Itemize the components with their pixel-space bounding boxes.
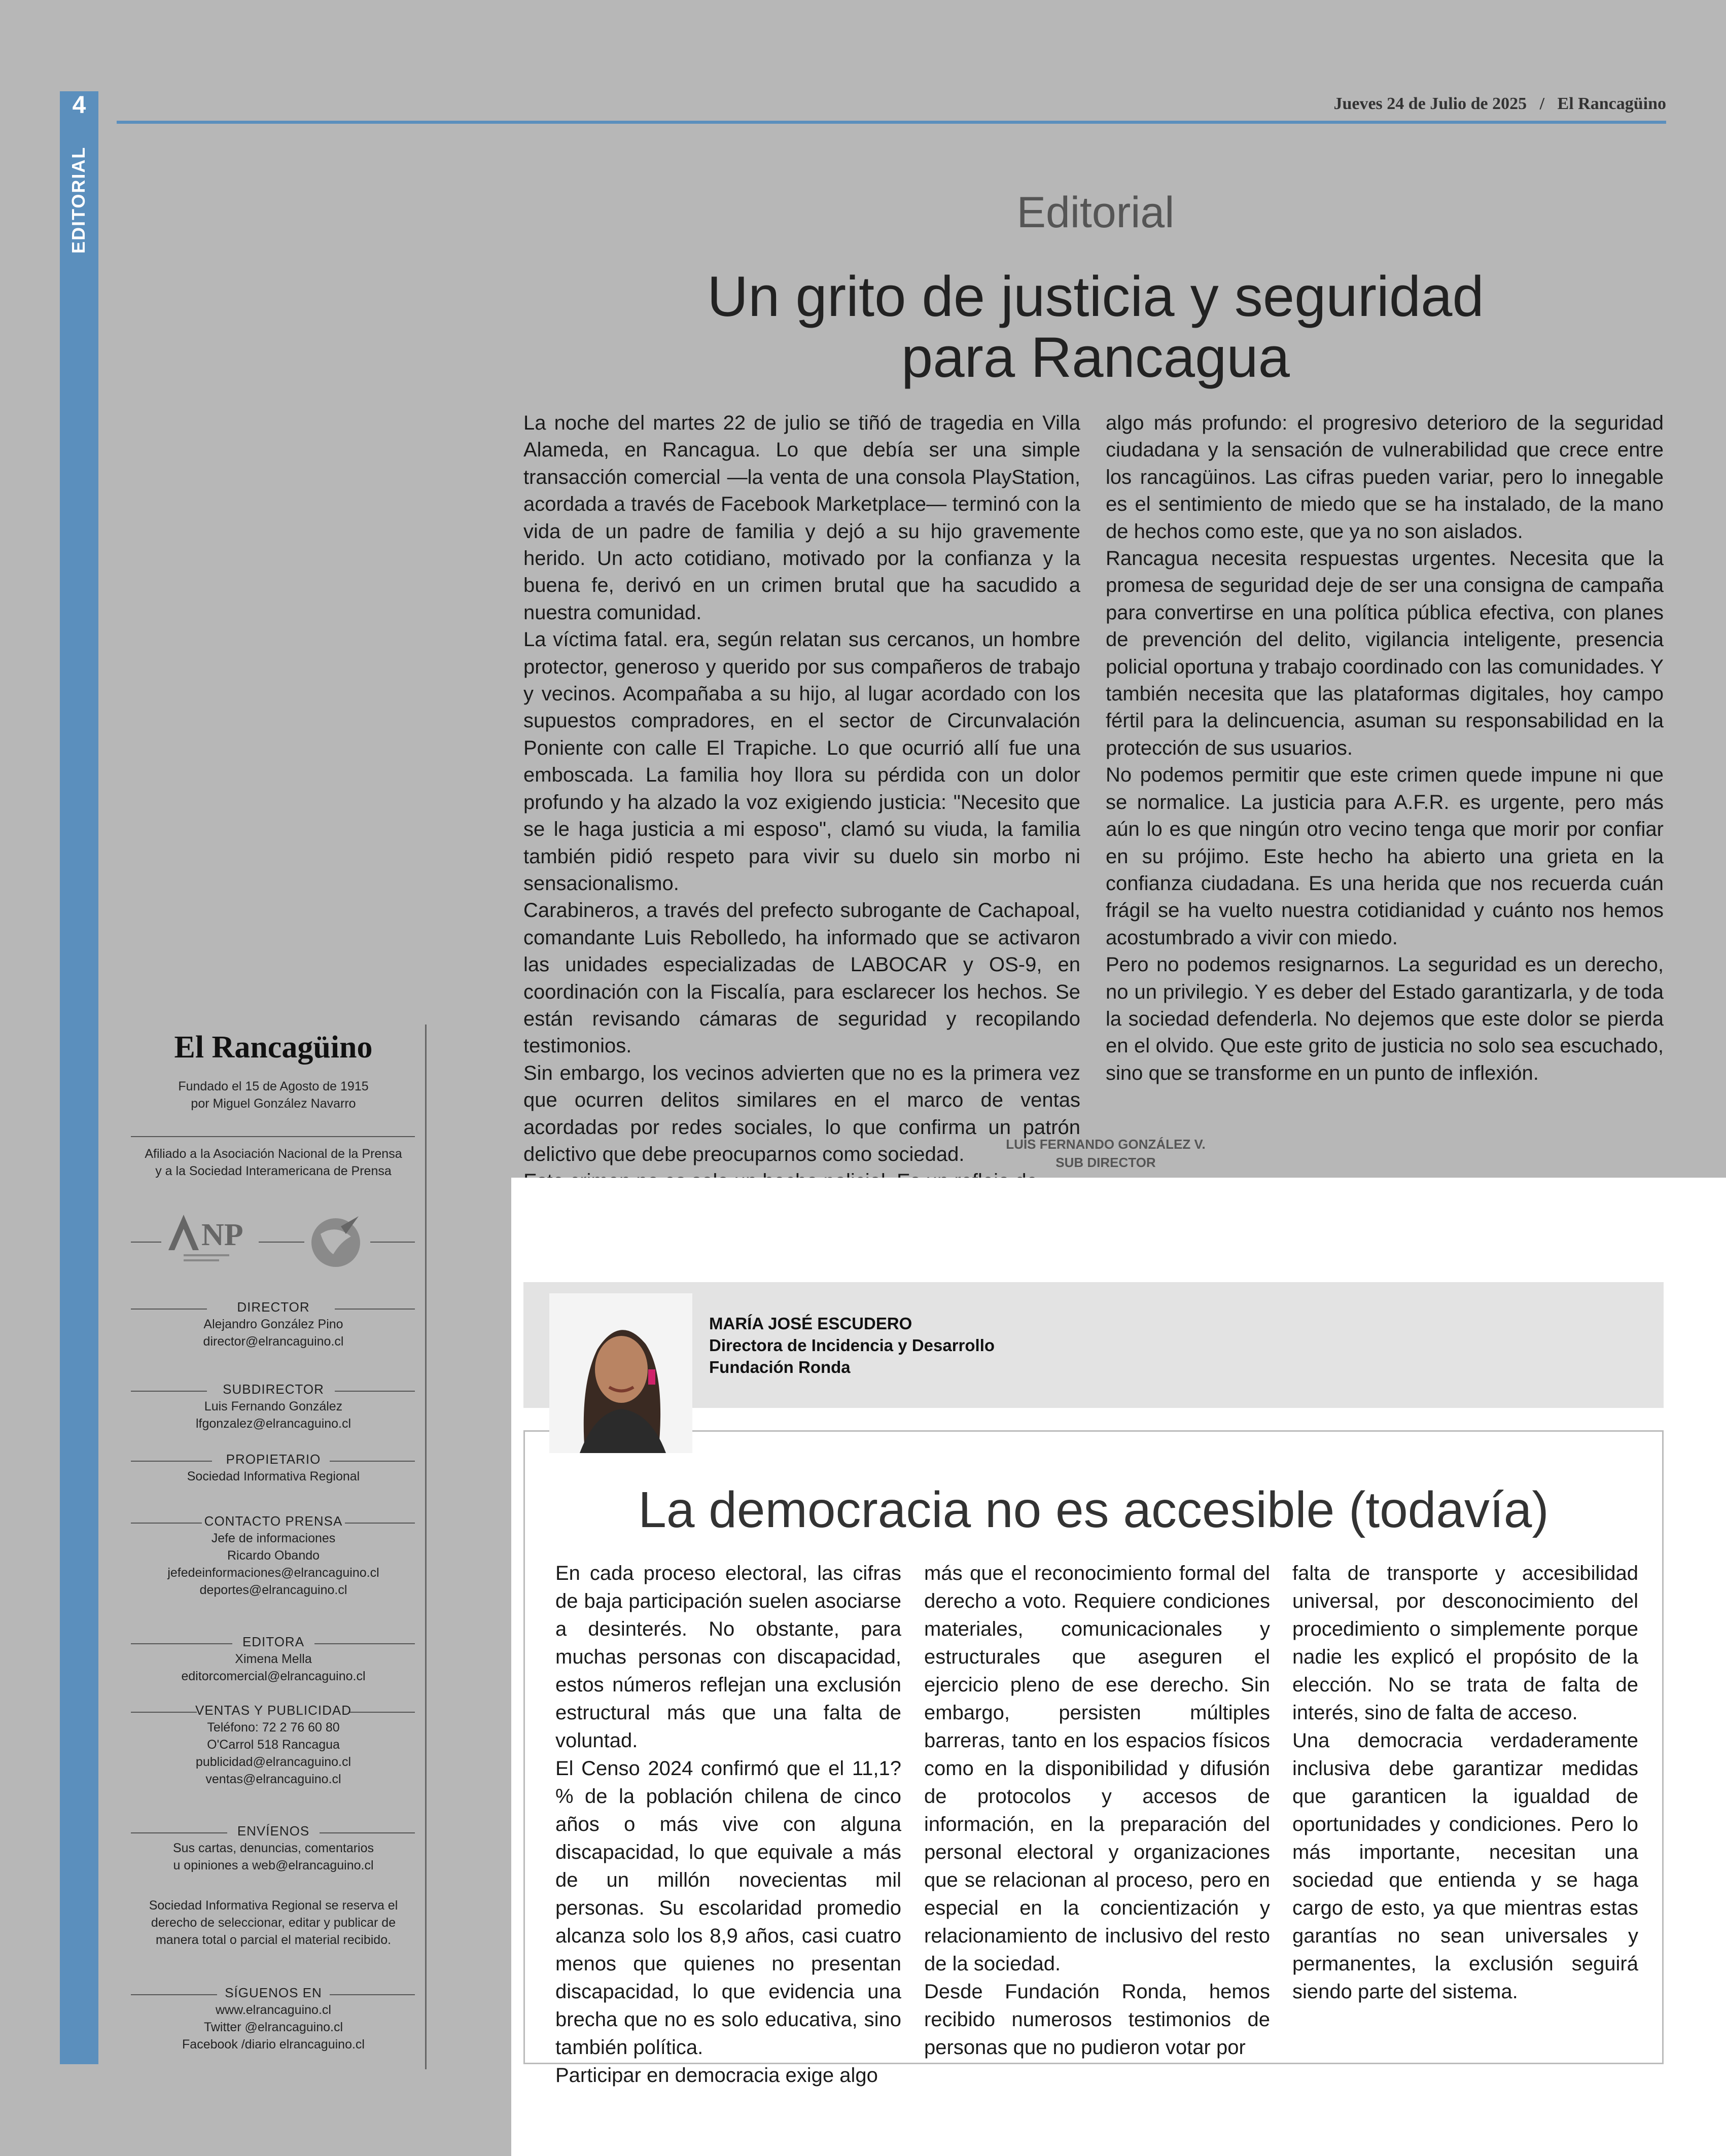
- owner-name: Sociedad Informativa Regional: [187, 1469, 360, 1483]
- section-label: EDITORIAL: [68, 146, 89, 254]
- title-line: Un grito de justicia y seguridad: [707, 265, 1484, 328]
- paragraph: Una democracia verdaderamente inclusiva debe garantizar medidas que garanticen la igualdad de oportunidades y condiciones. Pero lo más importante, necesitan una sociedad que entienda y se haga cargo de esto, ya que mientras estas garantías no sean universales y permanentes, la exclusión seguirá siendo parte del sistema.: [1292, 1729, 1638, 2003]
- rights-note: [122, 1897, 425, 1949]
- editor-email: editorcomercial@elrancaguino.cl: [181, 1669, 366, 1683]
- follow-block: [122, 1984, 425, 2053]
- editorial-kicker: Editorial: [1016, 188, 1175, 237]
- sales-email: ventas@elrancaguino.cl: [205, 1772, 341, 1786]
- anp-logo: [163, 1210, 255, 1270]
- author-photo: [549, 1293, 692, 1453]
- send-heading: ENVÍENOS: [237, 1823, 310, 1839]
- divider: [131, 1136, 415, 1137]
- send-line: Sus cartas, denuncias, comentarios: [172, 1841, 374, 1855]
- paragraph: Participar en democracia exige algo: [555, 2064, 878, 2087]
- paragraph: Sin embargo, los vecinos advierten que no es la primera vez que ocurren delitos similares en el marco de ventas acordadas por redes sociales, lo que confirma un patrón delictivo que debe preocuparnos como sociedad.: [523, 1062, 1080, 1165]
- masthead-title: El Rancagüino: [174, 1030, 373, 1065]
- editorial-column-1: [523, 410, 1080, 1195]
- editor-heading: EDITORA: [242, 1634, 305, 1649]
- editorial-signature: [948, 1135, 1263, 1172]
- paragraph: Carabineros, a través del prefecto subrogante de Cachapoal, comandante Luis Rebolledo, ha informado que se activaron las unidades especializadas de LABOCAR y OS-9, en coordinación con la Fiscalía, para esclarecer los hechos. Se están revisando cámaras de seguridad y recopilando testimonios.: [523, 899, 1080, 1057]
- rights-line: Sociedad Informativa Regional se reserva el: [149, 1898, 398, 1913]
- director-heading: DIRECTOR: [237, 1299, 310, 1315]
- follow-web-link[interactable]: www.elrancaguino.cl: [216, 2003, 331, 2017]
- owner-block: [122, 1451, 425, 1485]
- opinion-title: La democracia no es accesible (todavía): [638, 1481, 1549, 1538]
- author-name: MARÍA JOSÉ ESCUDERO: [709, 1314, 912, 1333]
- director-name: Alejandro González Pino: [203, 1317, 343, 1331]
- subdirector-heading: SUBDIRECTOR: [223, 1382, 324, 1397]
- subdirector-name: Luis Fernando González: [204, 1399, 343, 1413]
- director-block: [122, 1298, 425, 1350]
- sales-block: [122, 1702, 425, 1788]
- founded-line: Fundado el 15 de Agosto de 1915: [178, 1079, 369, 1093]
- paragraph: Desde Fundación Ronda, hemos recibido numerosos testimonios de personas que no pudieron votar por: [924, 1981, 1270, 2059]
- follow-heading: SÍGUENOS EN: [225, 1985, 322, 2000]
- author-org: Fundación Ronda: [709, 1358, 851, 1376]
- follow-twitter-link[interactable]: Twitter @elrancaguino.cl: [203, 2020, 343, 2034]
- affiliation-note: [122, 1145, 425, 1180]
- paragraph: La víctima fatal. era, según relatan sus cercanos, un hombre protector, generoso y querido por sus compañeros de trabajo y vecinos. Acompañaba a su hijo, al lugar acordado con los supuestos compradores, en el sector de Circunvalación Poniente con calle El Trapiche. Lo que ocurrió allí fue una emboscada. La familia hoy llora su pérdida con un dolor profundo y ha alzado la voz exigiendo justicia: "Necesito que se le haga justicia a mi esposo", clamó su viuda, la familia también pidió respeto para vivir su duelo sin morbo ni sensacionalismo.: [523, 628, 1080, 895]
- founded-note: [122, 1078, 425, 1112]
- rights-line: derecho de seleccionar, editar y publicar de: [151, 1916, 396, 1930]
- date-line: [1333, 94, 1666, 114]
- paragraph: En cada proceso electoral, las cifras de baja participación suelen asociarse a desinterés. No obstante, para muchas personas con discapacidad, estos números reflejan una exclusión estructural más que una falta de voluntad.: [555, 1562, 901, 1752]
- follow-facebook-link[interactable]: Facebook /diario elrancaguino.cl: [182, 2037, 365, 2052]
- paragraph: falta de transporte y accesibilidad universal, por desconocimiento del procedimiento o simplemente porque nadie les explicó el propósito de la elección. No se trata de falta de interés, sino de falta de acceso.: [1292, 1562, 1638, 1724]
- signature-name: LUIS FERNANDO GONZÁLEZ V.: [1006, 1137, 1206, 1152]
- paragraph: El Censo 2024 confirmó que el 11,1?% de la población chilena de cinco años o más vive con alguna discapacidad, lo que equivale a más de un millón novecientas mil personas. Su escolaridad promedio alcanza solo los 8,9 años, casi cuatro menos que quienes no presentan discapacidad, lo que evidencia una brecha que no es solo educativa, sino también política.: [555, 1757, 901, 2059]
- subdirector-email: lfgonzalez@elrancaguino.cl: [195, 1417, 351, 1431]
- issue-date: Jueves 24 de Julio de 2025: [1333, 94, 1527, 113]
- paragraph: La noche del martes 22 de julio se tiñó de tragedia en Villa Alameda, en Rancagua. Lo que debía ser una simple transacción comercial —la venta de una consola PlayStation, acordada a través de Facebook Marketplace— terminó con la vida de un padre de familia y dejó a su hijo gravemente herido. Un acto cotidiano, motivado por la confianza y la buena fe, derivó en un crimen brutal que ha sacudido a nuestra comunidad.: [523, 412, 1080, 624]
- contact-heading: CONTACTO PRENSA: [204, 1513, 343, 1529]
- founded-line: por Miguel González Navarro: [191, 1097, 356, 1111]
- sip-globe-logo: [305, 1211, 366, 1272]
- divider: [131, 1242, 161, 1243]
- section-tab: [60, 91, 98, 2064]
- contact-email: deportes@elrancaguino.cl: [199, 1583, 347, 1597]
- sales-phone: Teléfono: 72 2 76 60 80: [207, 1720, 340, 1735]
- affiliation-line: y a la Sociedad Interamericana de Prensa: [155, 1164, 392, 1178]
- paper-name: El Rancagüino: [1557, 94, 1666, 113]
- header-rule: [117, 121, 1666, 124]
- contact-block: [122, 1512, 425, 1599]
- page-number: 4: [72, 92, 86, 119]
- divider: [370, 1242, 415, 1243]
- svg-text:NP: NP: [201, 1218, 243, 1252]
- subdirector-block: [122, 1381, 425, 1432]
- paragraph: Pero no podemos resignarnos. La seguridad es un derecho, no un privilegio. Y es deber del Estado garantizarla, y de toda la sociedad defenderla. No dejemos que este dolor se pierda en el olvido. Que este grito de justicia no solo sea escuchado, sino que se transforme en un punto de inflexión.: [1106, 953, 1664, 1084]
- editorial-column-2: [1106, 410, 1664, 1087]
- contact-email: jefedeinformaciones@elrancaguino.cl: [167, 1566, 379, 1580]
- contact-name: Ricardo Obando: [227, 1548, 320, 1563]
- sales-address: O'Carrol 518 Rancagua: [207, 1738, 340, 1752]
- opinion-column-1: [555, 1560, 901, 2090]
- paragraph: Rancagua necesita respuestas urgentes. Necesita que la promesa de seguridad deje de ser una consigna de campaña para convertirse en una política pública efectiva, con planes de prevención del delito, vigilancia inteligente, presencia policial oportuna y trabajo coordinado con las comunidades. Y también necesita que las plataformas digitales, hoy campo fértil para la delincuencia, asuman su responsabilidad en la protección de sus usuarios.: [1106, 547, 1664, 759]
- editor-block: [122, 1633, 425, 1685]
- owner-heading: PROPIETARIO: [226, 1452, 321, 1467]
- contact-role: Jefe de informaciones: [211, 1531, 336, 1545]
- sales-heading: VENTAS Y PUBLICIDAD: [195, 1703, 351, 1718]
- paragraph: algo más profundo: el progresivo deterioro de la seguridad ciudadana y la sensación de vulnerabilidad que crece entre los rancagüinos. Las cifras pueden variar, pero lo innegable es el sentimiento de miedo que se ha instalado, de la mano de hechos como este, que ya no son aislados.: [1106, 412, 1664, 543]
- affiliation-line: Afiliado a la Asociación Nacional de la Prensa: [145, 1147, 402, 1161]
- signature-role: SUB DIRECTOR: [1055, 1155, 1156, 1170]
- author-info: [709, 1313, 995, 1378]
- director-email: director@elrancaguino.cl: [203, 1334, 344, 1349]
- opinion-column-2: [924, 1560, 1270, 2062]
- send-line: u opiniones a web@elrancaguino.cl: [173, 1858, 374, 1872]
- paragraph: más que el reconocimiento formal del derecho a voto. Requiere condiciones materiales, comunicacionales y estructurales que aseguren el ejercicio pleno de ese derecho. Sin embargo, persisten múltiples barreras, tanto en los espacios físicos como en la disponibilidad y difusión de protocolos y accesos de información, en la preparación del personal electoral y organizaciones que se relacionan al proceso, pero en especial en la concientización y relacionamiento de inclusivo del resto de la sociedad.: [924, 1562, 1270, 1975]
- send-block: [122, 1822, 425, 1874]
- header-separator: /: [1539, 94, 1545, 113]
- title-line: para Rancagua: [901, 326, 1290, 389]
- paragraph: No podemos permitir que este crimen quede impune ni que se normalice. La justicia para A.F.R. es urgente, pero más aún lo es que ningún otro vecino tenga que morir por confiar en su prójimo. Este hecho ha abierto una grieta en la confianza ciudadana. Es una herida que nos recuerda cuán frágil se ha vuelto nuestra cotidianidad y cuánto nos hemos acostumbrado a vivir con miedo.: [1106, 764, 1664, 949]
- rights-line: manera total o parcial el material recibido.: [155, 1933, 392, 1947]
- author-role: Directora de Incidencia y Desarrollo: [709, 1336, 995, 1355]
- sales-email: publicidad@elrancaguino.cl: [195, 1755, 351, 1769]
- opinion-column-3: [1292, 1560, 1638, 2006]
- editor-name: Ximena Mella: [235, 1652, 312, 1666]
- editorial-title: [517, 266, 1674, 388]
- author-bar: [523, 1282, 1664, 1408]
- divider: [259, 1242, 304, 1243]
